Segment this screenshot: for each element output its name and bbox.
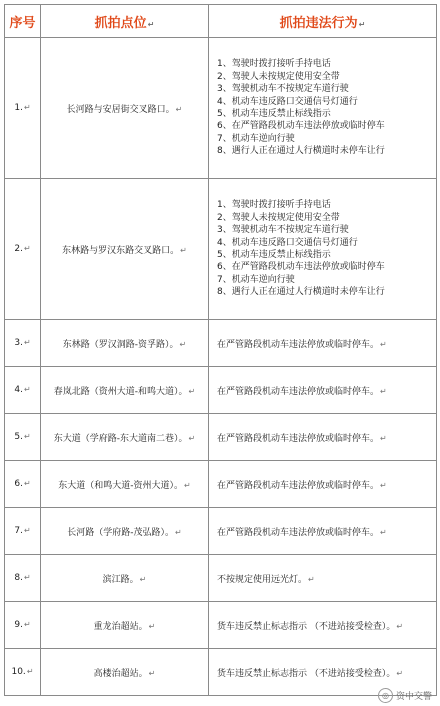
row-number: 3.↵ xyxy=(5,320,41,367)
table-row xyxy=(5,602,437,649)
row-violations xyxy=(209,38,437,179)
row-number: 4.↵ xyxy=(5,367,41,414)
header-number: 序号 xyxy=(5,5,41,38)
row-number: 10.↵ xyxy=(5,649,41,696)
table-row xyxy=(5,508,437,555)
violation-item: 4、机动车违反路口交通信号灯通行 xyxy=(217,237,358,248)
violation-item: 7、机动车逆向行驶 xyxy=(217,133,295,144)
watermark xyxy=(378,688,432,703)
row-violations xyxy=(209,179,437,320)
row-location: 东大道（和鸣大道-资州大道）。↵ xyxy=(41,461,209,508)
row-number: 1.↵ xyxy=(5,38,41,179)
row-location: 长河路（学府路-茂弘路）。↵ xyxy=(41,508,209,555)
violation-item: 3、驾驶机动车不按规定车道行驶 xyxy=(217,225,349,236)
header-location: 抓拍点位↵ xyxy=(41,5,209,38)
table-row xyxy=(5,414,437,461)
violation-item: 5、机动车违反禁止标线指示 xyxy=(217,109,331,119)
violation-item: 6、在严管路段机动车违法停放或临时停车 xyxy=(217,121,385,132)
row-violation: 在严管路段机动车违法停放或临时停车。↵ xyxy=(209,320,437,367)
table-row xyxy=(5,555,437,602)
table-row xyxy=(5,320,437,367)
violation-item: 3、驾驶机动车不按规定车道行驶 xyxy=(217,84,349,95)
violation-item: 7、机动车逆向行驶 xyxy=(217,274,295,285)
row-location: 滨江路。↵ xyxy=(41,555,209,602)
violation-item: 1、驾驶时拨打接听手持电话 xyxy=(217,59,331,70)
row-violation: 在严管路段机动车违法停放或临时停车。↵ xyxy=(209,508,437,555)
row-location: 东林路与罗汉东路交叉路口。↵ xyxy=(41,179,209,320)
row-violation: 在严管路段机动车违法停放或临时停车。↵ xyxy=(209,414,437,461)
table-row xyxy=(5,179,437,320)
row-violation: 在严管路段机动车违法停放或临时停车。↵ xyxy=(209,461,437,508)
violation-item: 1、驾驶时拨打接听手持电话 xyxy=(217,200,331,211)
row-number: 8.↵ xyxy=(5,555,41,602)
table-row xyxy=(5,38,437,179)
table-row xyxy=(5,649,437,696)
row-number: 6.↵ xyxy=(5,461,41,508)
violation-item: 6、在严管路段机动车违法停放或临时停车 xyxy=(217,262,385,273)
violation-item: 2、驾驶人未按规定使用安全带 xyxy=(217,212,340,223)
wechat-icon: ◎ xyxy=(378,688,393,703)
row-violation: 不按规定使用远光灯。↵ xyxy=(209,555,437,602)
table-row xyxy=(5,367,437,414)
header-violation: 抓拍违法行为↵ xyxy=(209,5,437,38)
row-number: 7.↵ xyxy=(5,508,41,555)
row-violation: 货车违反禁止标志指示 （不进站接受检查）。↵ xyxy=(209,602,437,649)
violation-item: 8、遇行人正在通过人行横道时未停车让行 xyxy=(217,287,385,298)
row-number: 9.↵ xyxy=(5,602,41,649)
row-violation: 货车违反禁止标志指示 （不进站接受检查）。↵ xyxy=(209,649,437,696)
table-header-row xyxy=(5,5,437,38)
table-row xyxy=(5,461,437,508)
row-number: 2.↵ xyxy=(5,179,41,320)
row-location: 重龙治超站。↵ xyxy=(41,602,209,649)
row-location: 东林路（罗汉洞路-资孚路）。↵ xyxy=(41,320,209,367)
violation-item: 4、机动车违反路口交通信号灯通行 xyxy=(217,96,358,107)
watermark-text: 资中交警 xyxy=(395,692,432,702)
row-violation: 在严管路段机动车违法停放或临时停车。↵ xyxy=(209,367,437,414)
row-location: 高楼治超站。↵ xyxy=(41,649,209,696)
violation-item: 2、驾驶人未按规定使用安全带 xyxy=(217,71,340,82)
row-location: 春岚北路（资州大道-和鸣大道）。↵ xyxy=(41,367,209,414)
row-number: 5.↵ xyxy=(5,414,41,461)
violation-item: 8、遇行人正在通过人行横道时未停车让行 xyxy=(217,146,385,157)
violation-table xyxy=(4,4,437,696)
row-location: 东大道（学府路-东大道南二巷）。↵ xyxy=(41,414,209,461)
row-location: 长河路与安居街交叉路口。↵ xyxy=(41,38,209,179)
violation-item: 5、机动车违反禁止标线指示 xyxy=(217,250,331,260)
